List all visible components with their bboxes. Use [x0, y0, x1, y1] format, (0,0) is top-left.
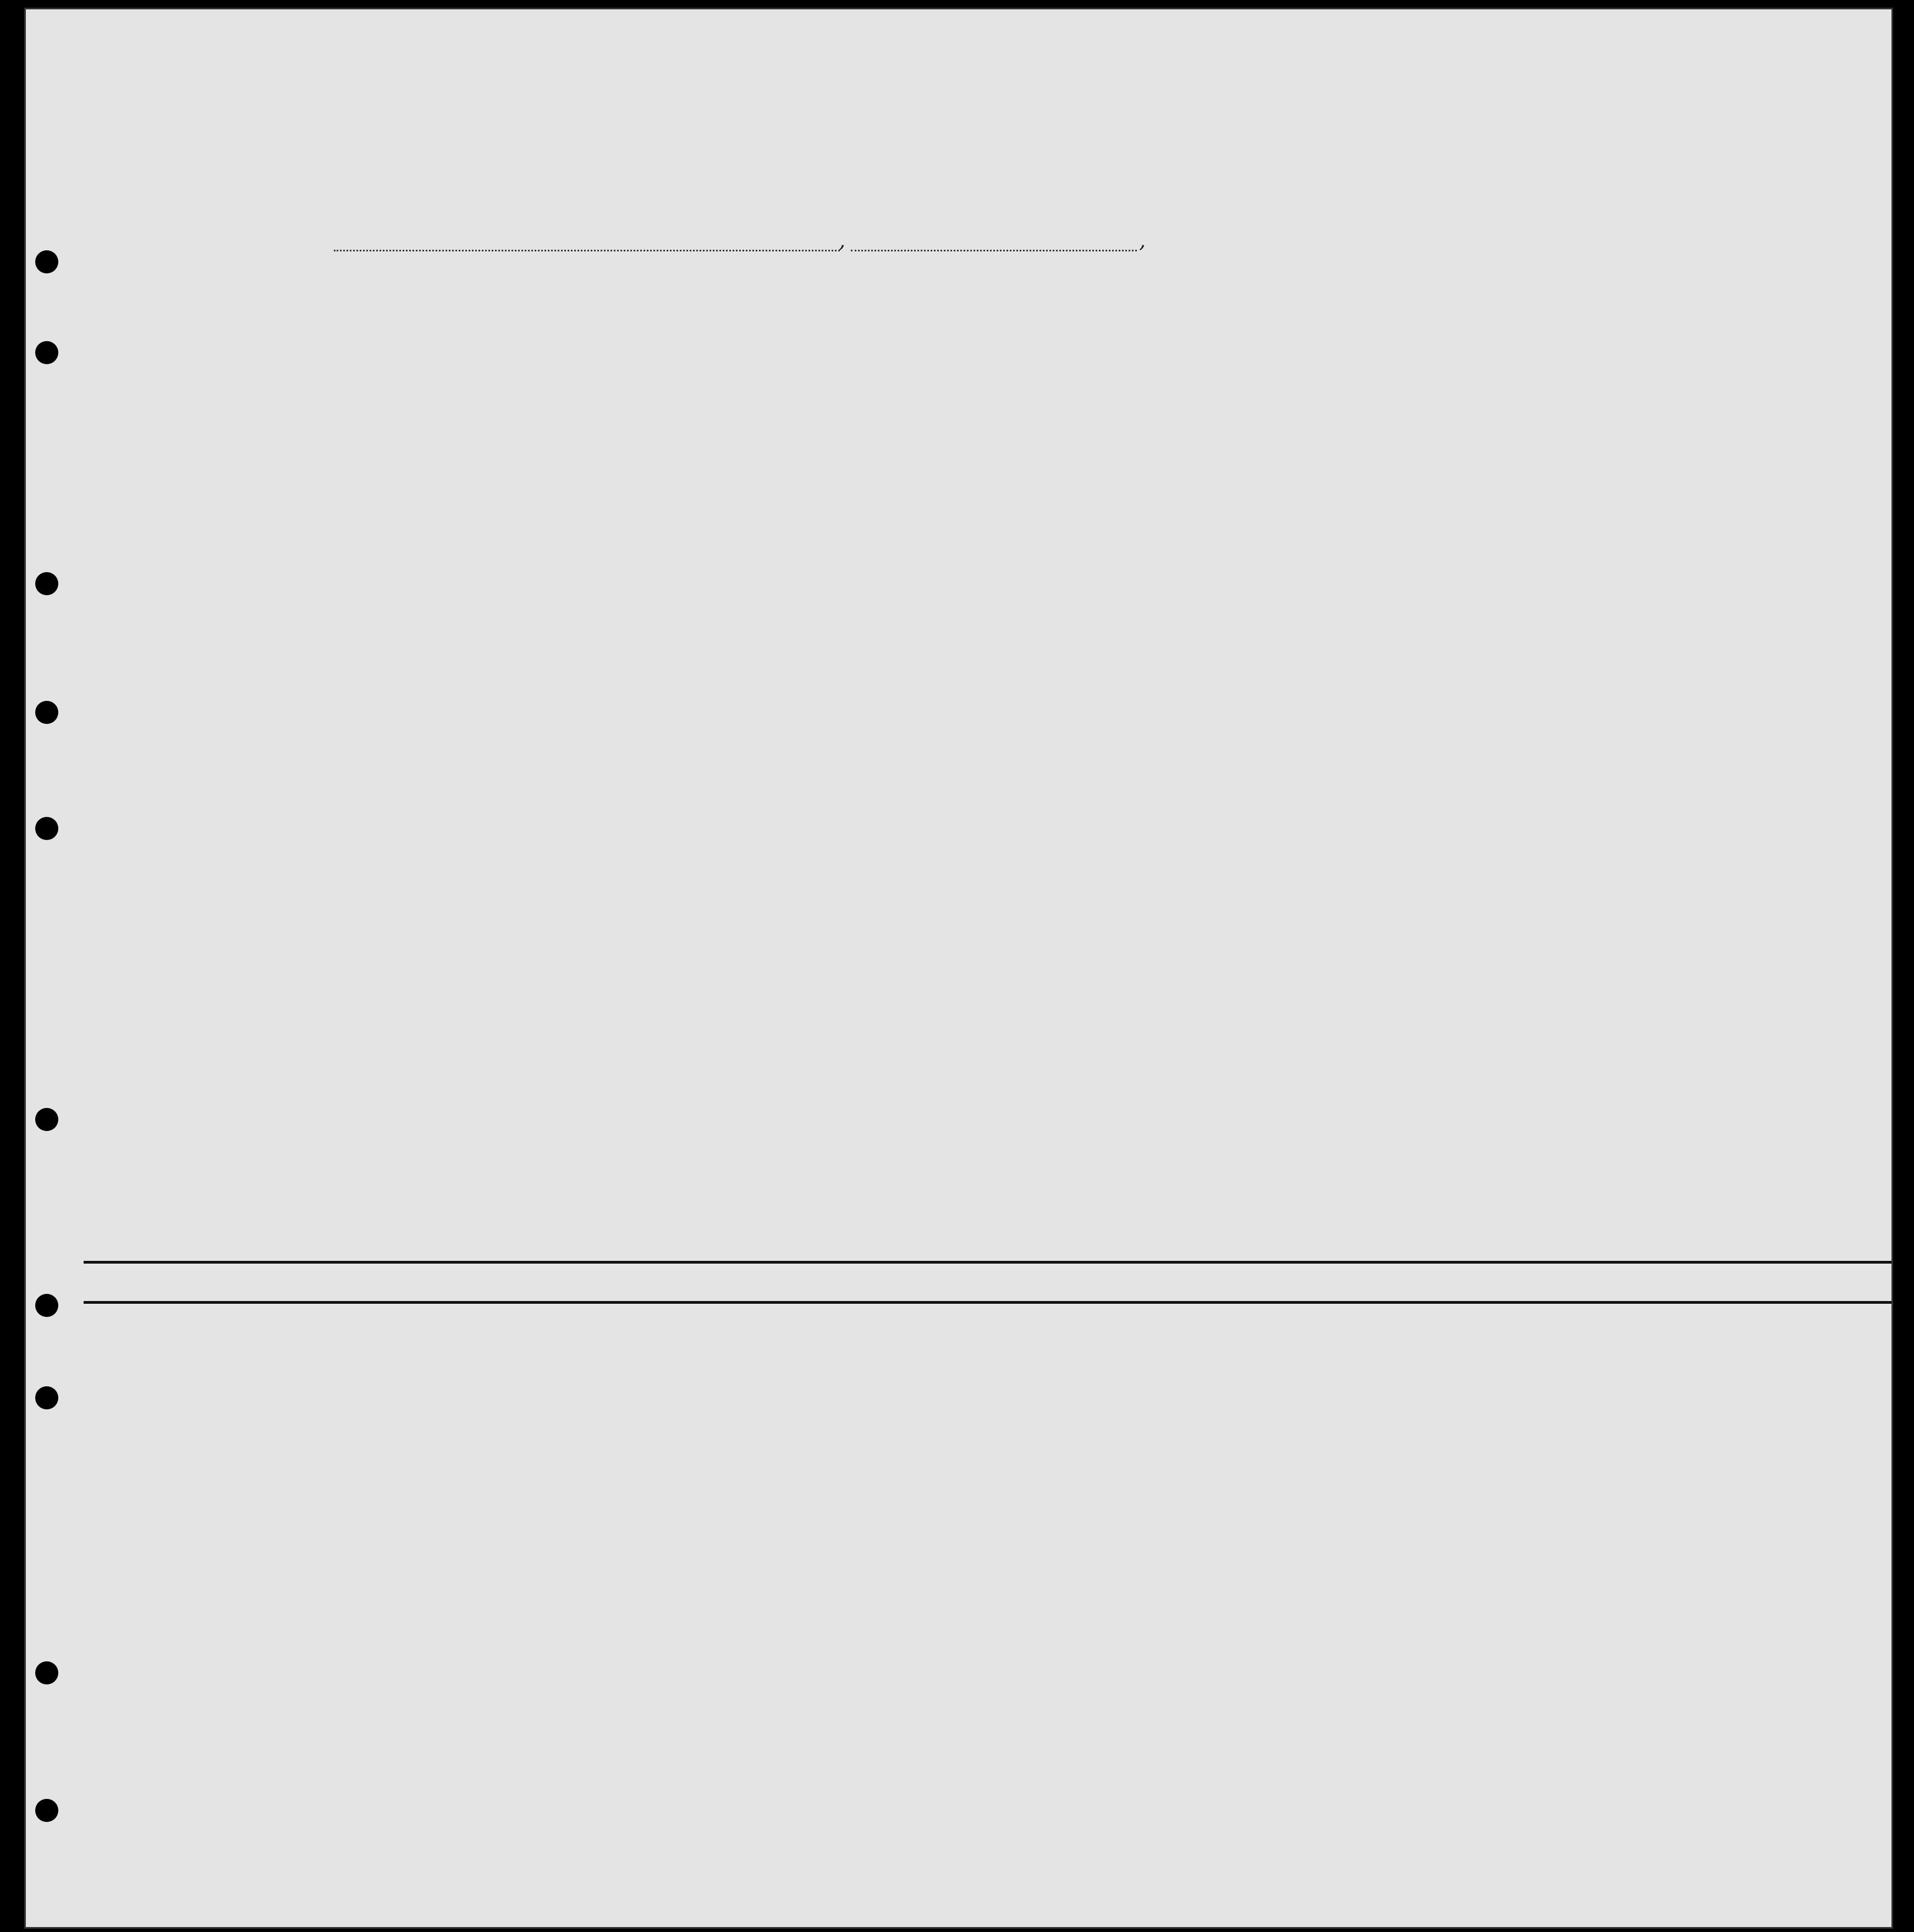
hdr-deported [1412, 317, 1445, 438]
strike-row-21 [84, 1301, 1893, 1304]
hdr-prison [1236, 312, 1269, 444]
manifest-sheet [24, 8, 1893, 1929]
binder-hole [35, 817, 58, 840]
hdr-citizen [1197, 323, 1230, 441]
binder-hole [35, 1661, 58, 1684]
binder-hole [35, 341, 58, 364]
hdr-polygamist [1272, 317, 1288, 438]
hdr-feet [1581, 405, 1598, 438]
binder-hole [35, 701, 58, 724]
strike-row-20 [84, 1261, 1893, 1264]
binder-hole [35, 572, 58, 595]
comma2: , [1139, 228, 1146, 253]
binder-hole [35, 1386, 58, 1409]
hdr-overthrow [1321, 312, 1371, 444]
binder-hole [35, 1799, 58, 1822]
binder-hole [35, 250, 58, 273]
hdr-ticket [557, 306, 595, 438]
hdr-length [1142, 323, 1181, 441]
hdr-offer [1371, 312, 1409, 444]
hdr-money [679, 306, 712, 438]
hdr-anarchist [1296, 317, 1313, 438]
binder-hole [35, 1108, 58, 1131]
manifest-grid [26, 9, 1891, 1927]
hdr-return [1098, 323, 1131, 441]
hdr-inches [1602, 405, 1618, 438]
binder-hole [35, 1294, 58, 1317]
comma: , [839, 228, 846, 253]
